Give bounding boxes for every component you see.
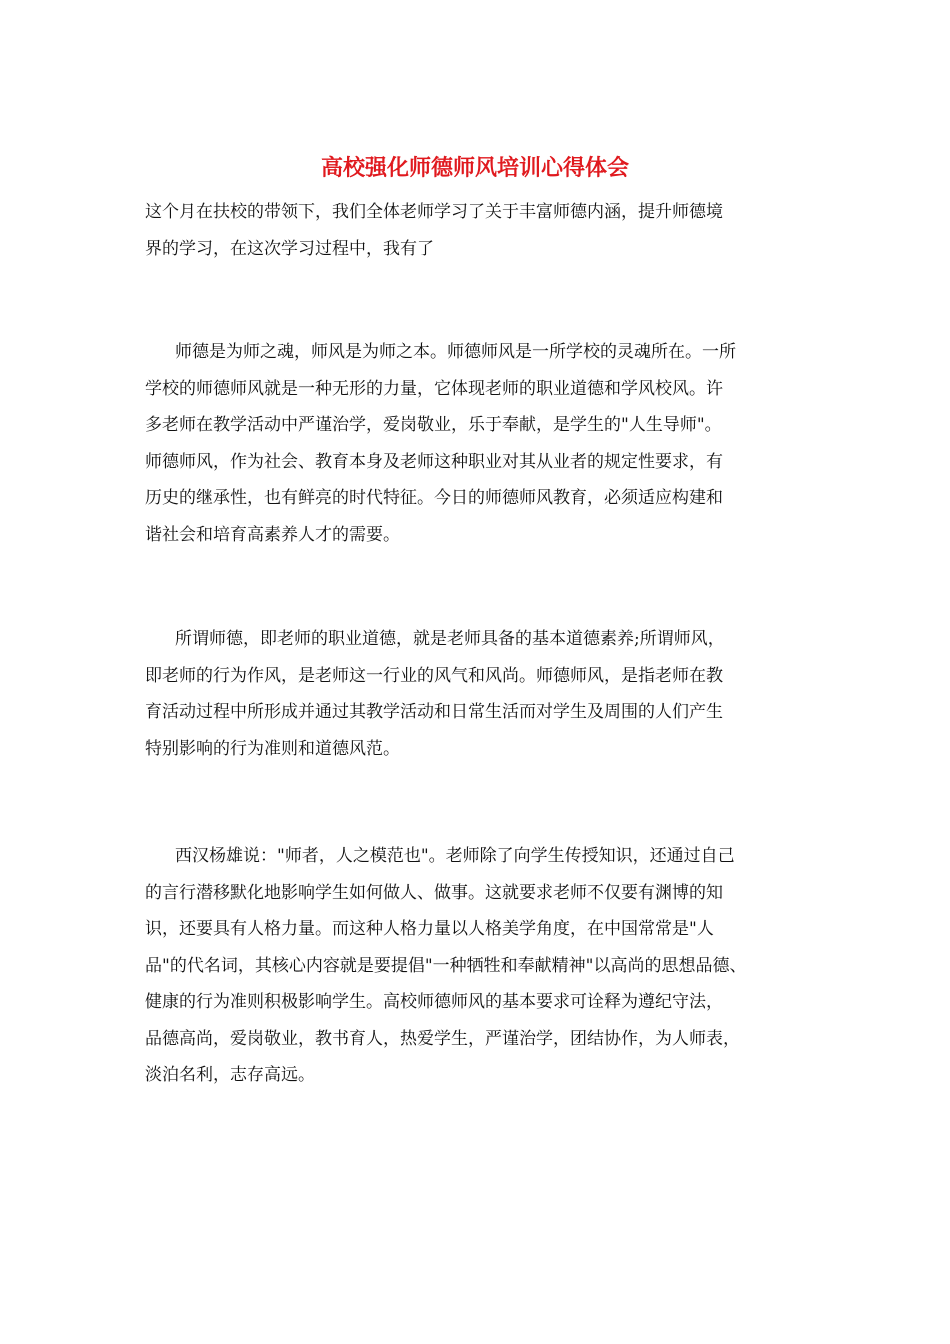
paragraph-line: 学校的师德师风就是一种无形的力量，它体现老师的职业道德和学风校风。许 <box>145 378 723 399</box>
paragraph-line: 师德是为师之魂，师风是为师之本。师德师风是一所学校的灵魂所在。一所 <box>175 342 736 362</box>
paragraph-line: 特别影响的行为准则和道德风范。 <box>145 738 400 759</box>
paragraph-line: 历史的继承性，也有鲜亮的时代特征。今日的师德师风教育，必须适应构建和 <box>145 488 723 508</box>
paragraph-line: 多老师在教学活动中严谨治学，爱岗敬业，乐于奉献，是学生的"人生导师"。 <box>145 415 722 435</box>
paragraph-intro <box>145 194 817 267</box>
paragraph-yang-xiong <box>145 838 817 1094</box>
paragraph-teacher-ethics <box>145 334 817 553</box>
paragraph-line: 即老师的行为作风，是老师这一行业的风气和风尚。师德师风，是指老师在教 <box>145 665 723 686</box>
document-title: 高校强化师德师风培训心得体会 <box>320 155 629 181</box>
paragraph-line: 淡泊名利，志存高远。 <box>145 1065 315 1085</box>
paragraph-line: 西汉杨雄说："师者，人之模范也"。老师除了向学生传授知识，还通过自己 <box>175 846 735 866</box>
paragraph-line: 界的学习，在这次学习过程中，我有了 <box>145 238 434 259</box>
paragraph-line: 这个月在扶校的带领下，我们全体老师学习了关于丰富师德内涵，提升师德境 <box>145 202 723 222</box>
paragraph-definition <box>145 621 817 767</box>
paragraph-line: 谐社会和培育高素养人才的需要。 <box>145 524 400 545</box>
paragraph-line: 健康的行为准则积极影响学生。高校师德师风的基本要求可诠释为遵纪守法， <box>145 992 723 1012</box>
paragraph-line: 品"的代名词，其核心内容就是要提倡"一种牺牲和奉献精神"以高尚的思想品德、 <box>145 955 747 976</box>
paragraph-line: 师德师风，作为社会、教育本身及老师这种职业对其从业者的规定性要求，有 <box>145 451 723 472</box>
paragraph-line: 的言行潜移默化地影响学生如何做人、做事。这就要求老师不仅要有渊博的知 <box>145 882 723 903</box>
paragraph-line: 品德高尚，爱岗敬业，教书育人，热爱学生，严谨治学，团结协作，为人师表， <box>145 1028 740 1049</box>
paragraph-line: 所谓师德，即老师的职业道德，就是老师具备的基本道德素养;所谓师风， <box>175 629 725 649</box>
paragraph-line: 育活动过程中所形成并通过其教学活动和日常生活而对学生及周围的人们产生 <box>145 702 723 722</box>
paragraph-line: 识，还要具有人格力量。而这种人格力量以人格美学角度，在中国常常是"人 <box>145 919 714 939</box>
